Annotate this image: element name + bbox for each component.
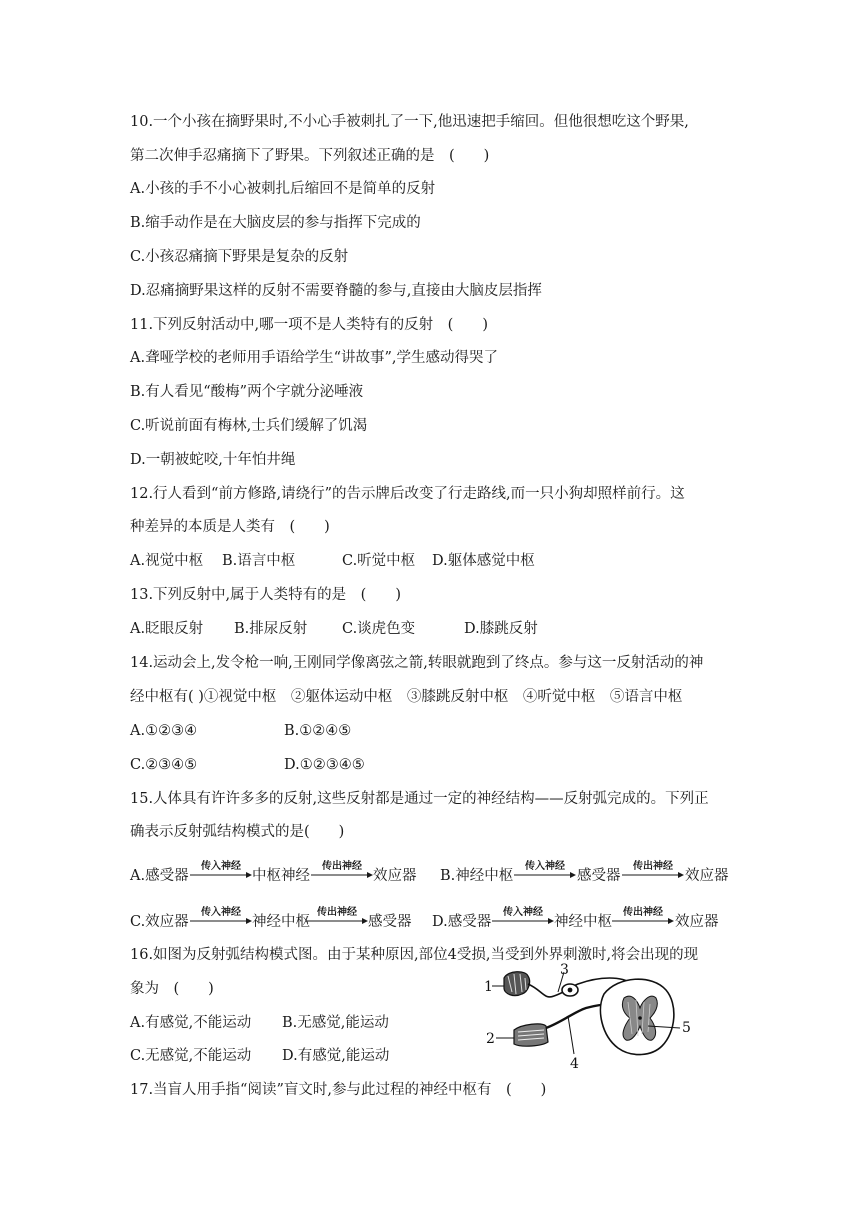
q16-stem-line1: 16.如图为反射弧结构模式图。由于某种原因,部位4受损,当受到外界刺激时,将会出现的现 [130,947,699,963]
q15-stem-line2: 确表示反射弧结构模式的是( ) [130,824,345,840]
spinal-cord [600,979,673,1054]
q15-d-part2: 神经中枢 [554,914,612,930]
q16-option-b: B.无感觉,能运动 [282,1015,389,1031]
q14-option-c: C.②③④⑤ [130,757,198,773]
q12-option-c: C.听觉中枢 [342,553,416,569]
q10-option-a: A.小孩的手不小心被刺扎后缩回不是简单的反射 [130,181,436,197]
q15-c-arrow-out [306,904,368,928]
right-arrow-icon [306,917,368,925]
right-arrow-icon [190,917,252,925]
q14-options-row1 [130,722,730,742]
q13-option-d: D.膝跳反射 [464,621,538,637]
figure-label-2: 2 [486,1031,495,1047]
q14-option-a: A.①②③④ [130,723,198,739]
q14-stem-line2: 经中枢有( )①视觉中枢 ②躯体运动中枢 ③膝跳反射中枢 ④听觉中枢 ⑤语言中枢 [130,689,683,705]
q10-option-b: B.缩手动作是在大脑皮层的参与指挥下完成的 [130,215,421,231]
q15-a-part1: A.感受器 [130,868,189,884]
q15-d-part3: 效应器 [675,914,719,930]
q10-stem-line1: 10.一个小孩在摘野果时,不小心手被刺扎了一下,他迅速把手缩回。但他很想吃这个野果, [130,114,689,130]
q13-option-a: A.眨眼反射 [130,621,204,637]
q15-a-part3: 效应器 [373,868,417,884]
q16-options-row1 [130,1014,460,1034]
q15-d-arrow-out [612,904,674,928]
q13-option-b: B.排尿反射 [234,621,308,637]
q11-stem: 11.下列反射活动中,哪一项不是人类特有的反射 ( ) [130,317,488,333]
q15-c-arrow-in [190,904,252,928]
reflex-arc-figure [482,962,702,1072]
arrow-label: 传入神经 [201,861,241,872]
q12-options [130,552,730,572]
q14-options-row2 [130,756,730,776]
right-arrow-icon [514,871,576,879]
q15-b-part3: 效应器 [685,868,729,884]
q15-d-part1: D.感受器 [432,914,492,930]
q15-b-arrow-in [514,858,576,882]
q11-option-a: A.聋哑学校的老师用手语给学生“讲故事”,学生感动得哭了 [130,350,499,366]
arrow-label: 传出神经 [633,861,673,872]
q15-stem-line1: 15.人体具有许许多多的反射,这些反射都是通过一定的神经结构——反射弧完成的。下列正 [130,791,709,807]
q15-b-arrow-out [622,858,684,882]
q10-option-d: D.忍痛摘野果这样的反射不需要脊髓的参与,直接由大脑皮层指挥 [130,283,542,299]
q15-options-row1 [130,858,740,884]
q10-option-c: C.小孩忍痛摘下野果是复杂的反射 [130,249,349,265]
q13-options [130,620,730,640]
arrow-label: 传出神经 [623,907,663,918]
arrow-label: 传入神经 [525,861,565,872]
q17-stem: 17.当盲人用手指“阅读”盲文时,参与此过程的神经中枢有 ( ) [130,1082,547,1098]
arrow-label: 传出神经 [317,907,357,918]
q15-b-part1: B.神经中枢 [440,868,514,884]
figure-label-1: 1 [484,979,493,995]
q15-a-part2: 中枢神经 [252,868,310,884]
arrow-label: 传出神经 [322,861,362,872]
right-arrow-icon [612,917,674,925]
q14-option-d: D.①②③④⑤ [284,757,365,773]
q16-option-c: C.无感觉,不能运动 [130,1048,252,1064]
q15-options-row2 [130,904,740,930]
effector-icon [514,1024,548,1046]
figure-label-3: 3 [560,962,569,978]
q14-stem-line1: 14.运动会上,发令枪一响,王刚同学像离弦之箭,转眼就跑到了终点。参与这一反射活动的神 [130,655,704,671]
q12-option-d: D.躯体感觉中枢 [432,553,535,569]
q15-a-arrow-in [190,858,252,882]
q13-stem: 13.下列反射中,属于人类特有的是 ( ) [130,587,401,603]
q11-option-c: C.听说前面有梅林,士兵们缓解了饥渴 [130,418,368,434]
q11-option-d: D.一朝被蛇咬,十年怕井绳 [130,452,296,468]
q15-c-part3: 感受器 [368,914,412,930]
q12-stem-line1: 12.行人看到“前方修路,请绕行”的告示牌后改变了行走路线,而一只小狗却照样前行。这 [130,486,685,502]
right-arrow-icon [190,871,252,879]
q15-b-part2: 感受器 [577,868,621,884]
right-arrow-icon [311,871,373,879]
q12-stem-line2: 种差异的本质是人类有 ( ) [130,519,330,535]
figure-label-4: 4 [570,1056,579,1072]
arrow-label: 传入神经 [503,907,543,918]
q16-option-a: A.有感觉,不能运动 [130,1015,252,1031]
q11-option-b: B.有人看见“酸梅”两个字就分泌唾液 [130,384,364,400]
q14-option-b: B.①②④⑤ [284,723,352,739]
q13-option-c: C.谈虎色变 [342,621,416,637]
q15-d-arrow-in [492,904,554,928]
receptor-icon [504,972,530,996]
arrow-label: 传入神经 [201,907,241,918]
q12-option-a: A.视觉中枢 [130,553,204,569]
q16-options-row2 [130,1047,460,1067]
q15-a-arrow-out [311,858,373,882]
q16-option-d: D.有感觉,能运动 [282,1048,390,1064]
q10-stem-line2: 第二次伸手忍痛摘下了野果。下列叙述正确的是 ( ) [130,148,490,164]
right-arrow-icon [622,871,684,879]
q12-option-b: B.语言中枢 [222,553,296,569]
q15-c-part2: 神经中枢 [252,914,310,930]
q16-stem-line2: 象为 ( ) [130,981,214,997]
right-arrow-icon [492,917,554,925]
q15-c-part1: C.效应器 [130,914,189,930]
figure-label-5: 5 [682,1020,691,1036]
